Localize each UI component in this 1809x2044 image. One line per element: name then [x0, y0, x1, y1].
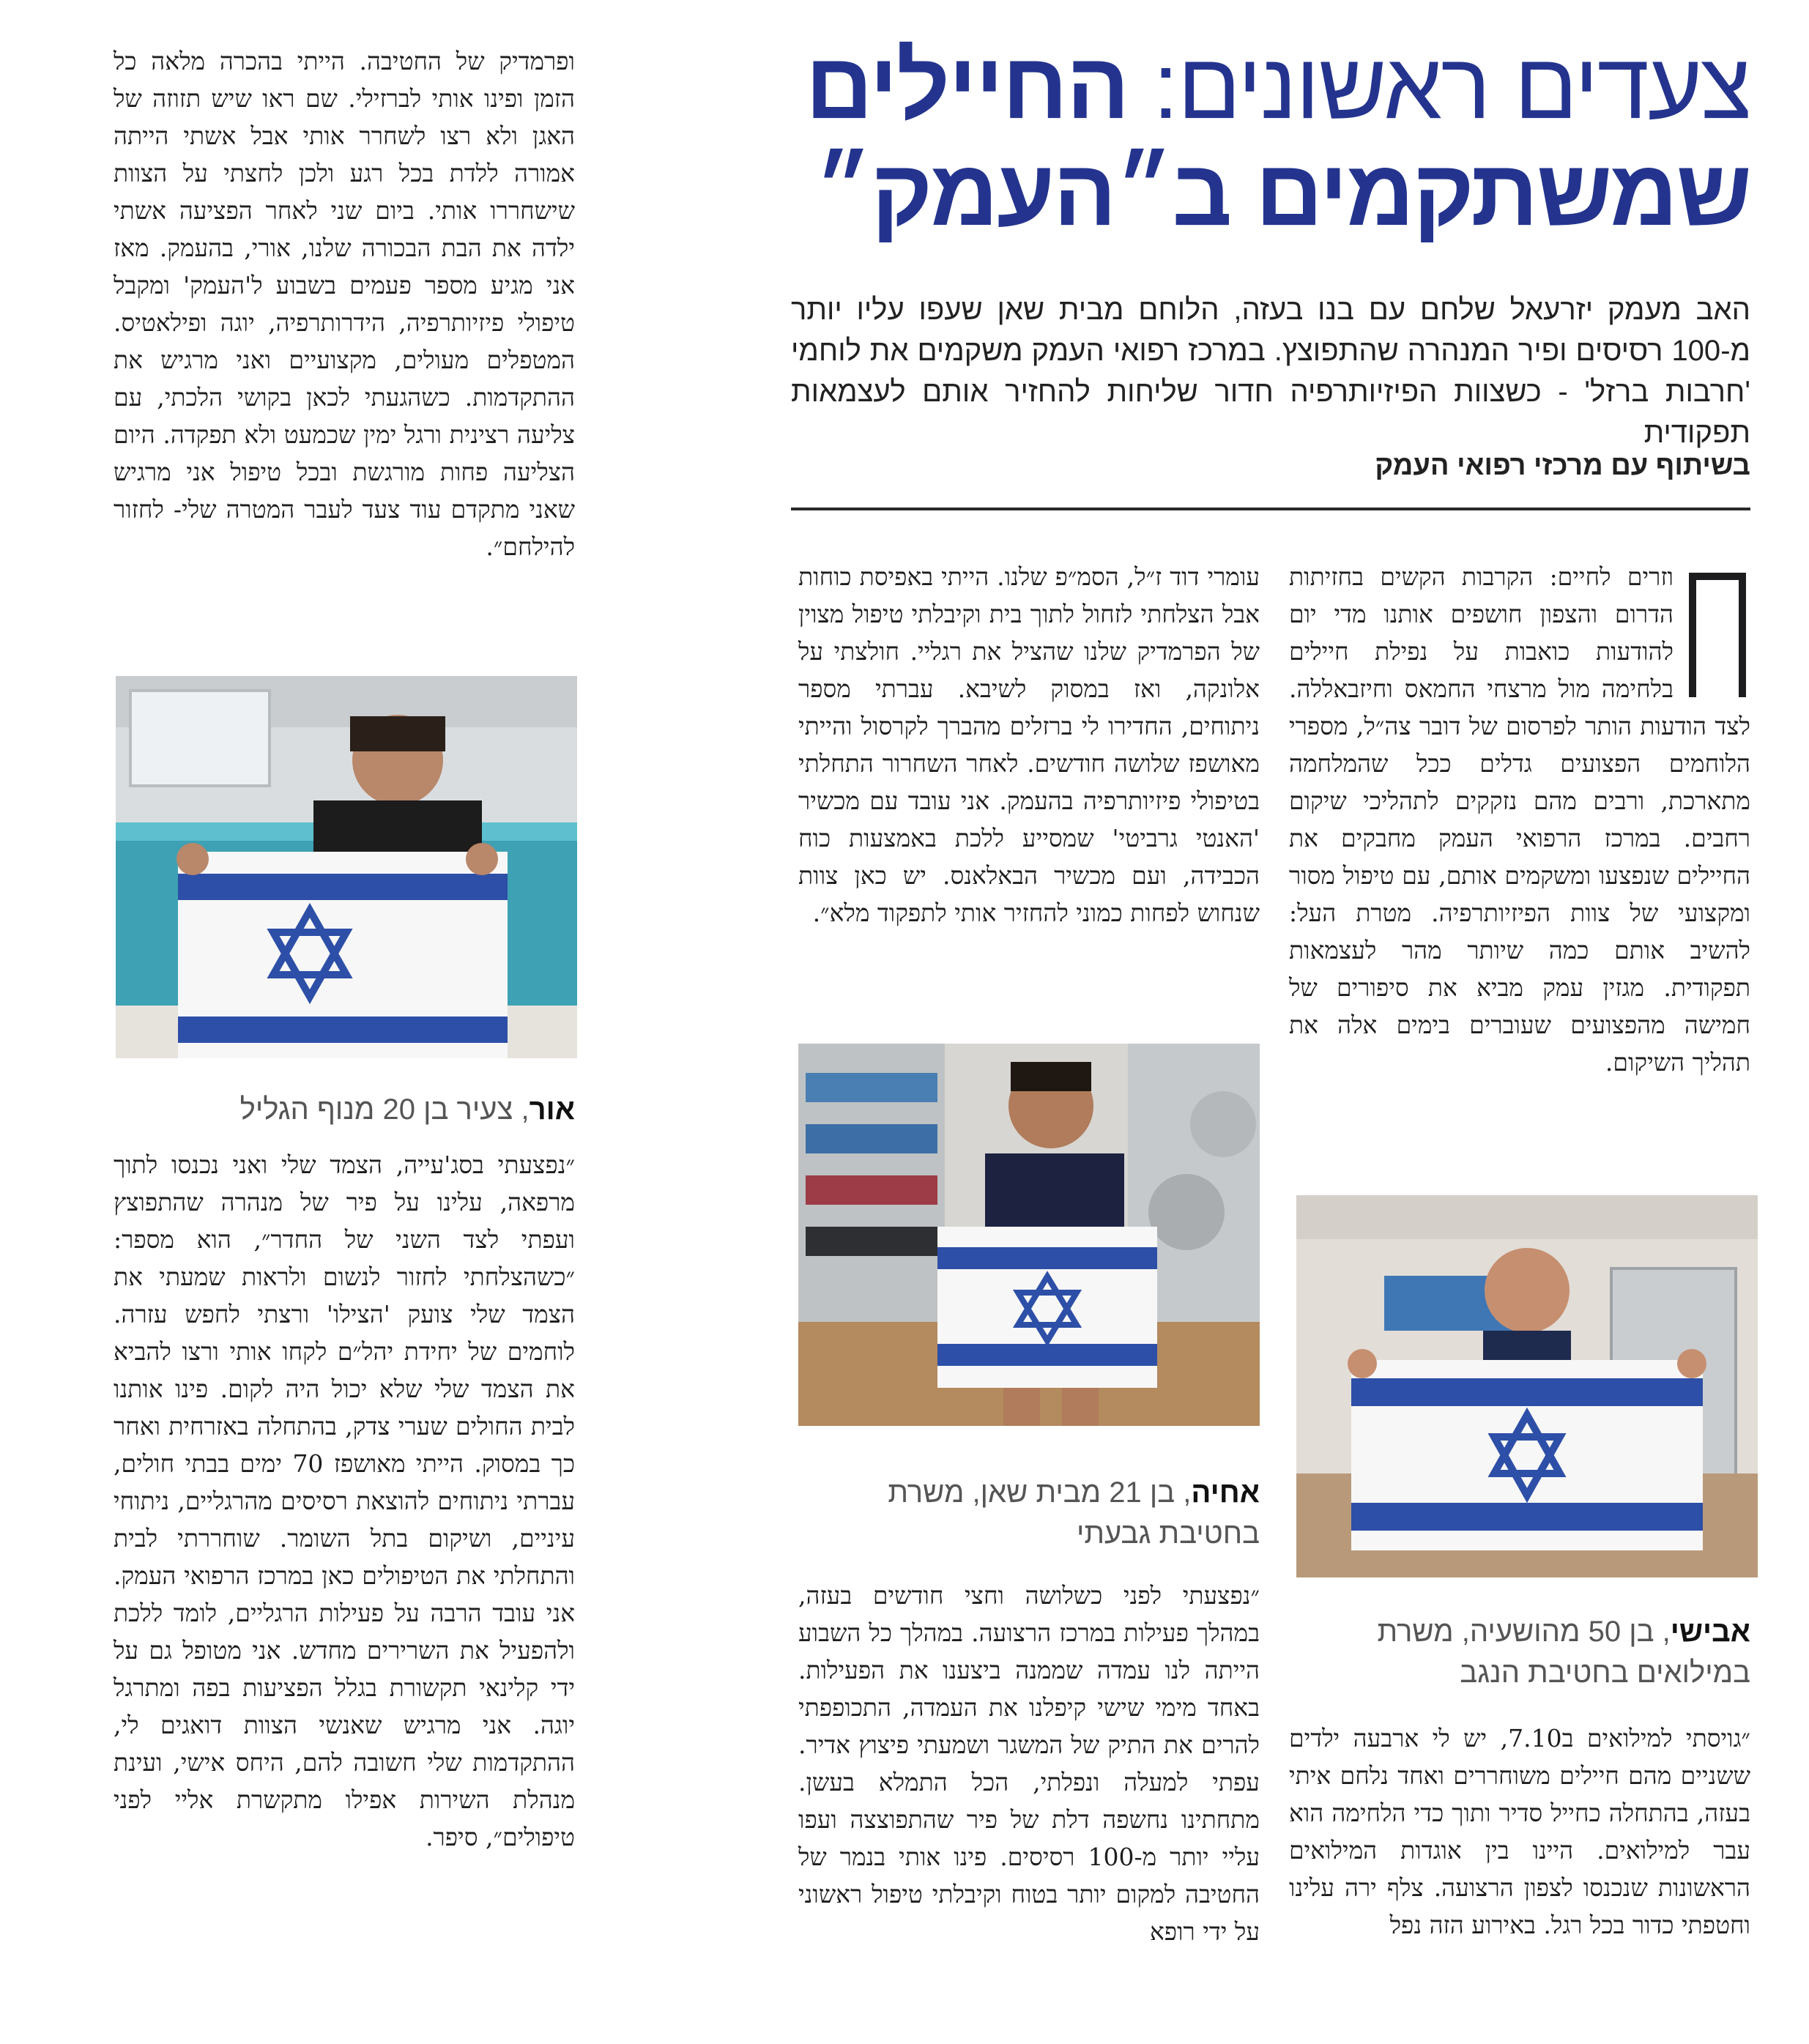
headline-bold-1: החיילים [805, 34, 1129, 138]
headline-bold-2: שמשתקמים ב״העמק״ [814, 141, 1750, 245]
article-column-left-bottom: ״נפצעתי בסג'עייה, הצמד שלי ואני נכנסו לתוך מרפאה, עלינו על פיר של מנהרה שהתפוצץ ועפתי לצד השני של החדר״, הוא מספר: ״כשהצלחתי לחזור לנשום ולראות שמעתי את הצמד שלי צועק 'הצילו' ורצתי לחפש עזרה. לוחמים של יחידת יהל״ם לקחו אותי ורצו להביא את הצמד שלי שלא יכול היה לקום. פינו אותנו לבית החולים שערי צדק, בהתחלה באזרחית ואחר כך במסוק. הייתי מאושפז 70 ימים בבתי חולים, עברתי ניתוחים להוצאת רסיסים מהרגליים, ניתוחי עיניים, ושיקום בתל השומר. שוחררתי לבית והתחלתי את הטיפולים כאן במרכז הרפואי העמק. אני עובד הרבה על פעילות הרגליים, לומד ללכת ולהפעיל את השרירים מחדש. אני מטופל גם על ידי קלינאי תקשורת בגלל הפציעות בפה ומתרגל יוגה. אני מרגיש שאנשי הצוות דואגים לי, ההתקדמות שלי חשובה להם, היחס אישי, ועינת מנהלת השירות אפילו מתקשרת אליי לפני טיפולים״, סיפר. [114, 1151, 575, 1851]
caption-avishai [1289, 1611, 1750, 1693]
headline-light: צעדים ראשונים: [1153, 34, 1750, 138]
caption-achiya-name: אחיה [1191, 1476, 1260, 1509]
article-column-middle-bottom: ״נפצעתי לפני כשלושה וחצי חודשים בעזה, במהלך פעילות במרכז הרצועה. במהלך כל השבוע הייתה לנו עמדה שממנה ביצענו את הפעילות. באחד מימי שישי קיפלנו את העמדה, התכופפתי להרים את התיק של המשגר ושמעתי פיצוץ אדיר. עפתי למעלה ונפלתי, הכל התמלא בעשן. מתחתינו נחשפה דלת של פיר שהתפוצצה ועפו עליי יותר מ-100 רסיסים. פינו אותי בנמר של החטיבה למקום יותר בטוח וקיבלתי טיפול ראשוני על ידי רופא [798, 1581, 1260, 1946]
caption-or-details: , צעיר בן 20 מנוף הגליל [239, 1093, 530, 1126]
drop-cap-spacer [1674, 558, 1750, 699]
article-column-right-intro [1289, 558, 1750, 1081]
caption-or [114, 1089, 575, 1130]
photo-achiya [798, 1044, 1260, 1426]
headline [798, 33, 1750, 247]
caption-avishai-details: , בן 50 מהושעיה, משרת [1377, 1616, 1671, 1648]
caption-achiya-details: , בן 21 מבית שאן, משרת [888, 1476, 1192, 1509]
divider [791, 508, 1750, 510]
article-text-right-intro: וזרים לחיים: הקרבות הקשים בחזיתות הדרום והצפון חושפים אותנו מדי יום להודעות כואבות על נפילת חיילים בלחימה מול מרצחי החמאס וחיזבאללה. לצד הודעות הותר לפרסום של דובר צה״ל, מספרי הלוחמים הפצועים גדלים ככל שהמלחמה מתארכת, ורבים מהם נזקקים לתהליכי שיקום רחבים. במרכז הרפואי העמק מחבקים את החיילים שנפצעו ומשקמים אותם, עם טיפול מסור ומקצועי של צוות הפיזיותרפיה. מטרת העל: להשיב אותם כמה שיותר מהר לעצמאות תפקודית. מגזין עמק מביא את סיפורים של חמישה מהפצועים שעוברים בימים אלה את תהליך השיקום. [1289, 562, 1750, 1077]
caption-or-name: אור [529, 1093, 575, 1126]
article-column-middle-top: עומרי דוד ז״ל, הסמ״פ שלנו. הייתי באפיסת כוחות אבל הצלחתי לזחול לתוך בית וקיבלתי טיפול מצוין של הפרמדיק שלנו שהציל את רגליי. חולצתי על אלונקה, ואז במסוק לשיבא. עברתי מספר ניתוחים, החדירו לי ברזלים מהברך לקרסול והייתי מאושפז שלושה חודשים. לאחר השחרור התחלתי בטיפולי פיזיותרפיה בהעמק. אני עובד עם מכשיר 'האנטי גרביטי' שמסייע ללכת באמצעות כוח הכבידה, ועם מכשיר הבאלאנס. יש כאן צוות שנחוש לפחות כמוני להחזיר אותי לתפקוד מלא״. [798, 562, 1260, 927]
photo-avishai [1296, 1195, 1758, 1577]
caption-avishai-name: אבישי [1670, 1616, 1750, 1648]
caption-achiya [798, 1472, 1260, 1554]
article-column-left-top: ופרמדיק של החטיבה. הייתי בהכרה מלאה כל הזמן ופינו אותי לברזילי. שם ראו שיש תזוזה של האגן ולא רצו לשחרר אותי אבל אשתי הייתה אמורה ללדת בכל רגע ולכן לחצתי על הצוות שישחררו אותי. ביום שני לאחר הפציעה אשתי ילדה את הבת הבכורה שלנו, אורי, בהעמק. מאז אני מגיע מספר פעמים בשבוע ל'העמק' ומקבל טיפולי פיזיותרפיה, הידרותרפיה, יוגה ופילאטיס. המטפלים מעולים, מקצועיים ואני מרגיש את ההתקדמות. כשהגעתי לכאן בקושי הלכתי, עם צליעה רצינית ורגל ימין שכמעט ולא תפקדה. היום הצליעה פחות מורגשת ובכל טיפול אני מרגיש שאני מתקדם עוד צעד לעבר המטרה שלי- לחזור להילחם״. [114, 47, 575, 561]
caption-avishai-details-2: במילואים בחטיבת הנגב [1460, 1657, 1750, 1689]
article-column-right-bottom: ״גויסתי למילואים ב7.10, יש לי ארבעה ילדים ששניים מהם חיילים משוחררים ואחד נלחם איתי בעזה, בהתחלה כחייל סדיר ותוך כדי הלחימה הוא עבר למילואים. היינו בין אוגדות המילואים הראשונות שנכנסו לצפון הרצועה. צלף ירה עלינו וחטפתי כדור בכל רגל. באירוע הזה נפל [1289, 1724, 1750, 1939]
sponsor-credit: בשיתוף עם מרכזי רפואי העמק [1375, 450, 1750, 481]
photo-or [116, 676, 577, 1058]
intro-paragraph: האב מעמק יזרעאל שלחם עם בנו בעזה, הלוחם מבית שאן שעפו עליו יותר מ-100 רסיסים ופיר המנהרה שהתפוצץ. במרכז רפואי העמק משקמים את לוחמי 'חרבות ברזל' - כשצוות הפיזיותרפיה חדור שליחות להחזיר אותם לעצמאות תפקודית [791, 294, 1750, 449]
caption-achiya-details-2: בחטיבת גבעתי [1077, 1517, 1260, 1550]
